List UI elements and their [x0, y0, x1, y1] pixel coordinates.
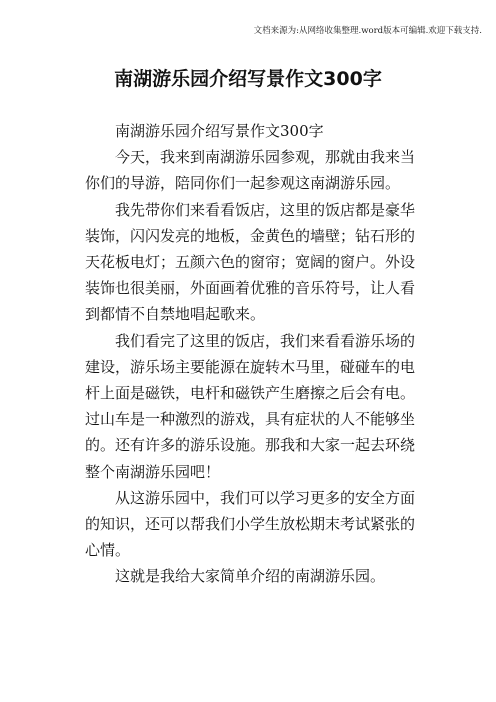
document-title: 南湖游乐园介绍写景作文300字: [114, 68, 382, 90]
header-note: 文档来源为:从网络收集整理.word版本可编辑.欢迎下载支持.: [253, 26, 482, 36]
paragraph-intro: 今天，我来到南湖游乐园参观，那就由我来当你们的导游，陪同你们一起参观这南湖游乐园。: [85, 148, 416, 193]
paragraph-subtitle: 南湖游乐园介绍写景作文300字: [115, 122, 324, 140]
paragraph-amusement: 我们看完了这里的饭店，我们来看看游乐场的建设，游乐场主要能源在旋转木马里，碰碰车的电杆上面是磁铁，电杆和磁铁产生磨擦之后会有电。过山车是一种激烈的游戏，具有症状的人不能够坐的。还有许多的游乐设施。那我和大家一起去环绕整个南湖游乐园吧！: [85, 331, 416, 481]
paragraph-restaurant: 我先带你们来看看饭店，这里的饭店都是豪华装饰，闪闪发亮的地板，金黄色的墙壁；钻石形的天花板电灯；五颜六色的窗帘；宽阔的窗户。外设装饰也很美丽，外面画着优雅的音乐符号，让人看到都情不自禁地唱起歌来。: [85, 200, 416, 324]
document-body: [85, 118, 415, 590]
paragraph-lesson: 从这游乐园中，我们可以学习更多的安全方面的知识，还可以帮我们小学生放松期末考试紧张的心情。: [85, 488, 416, 560]
paragraph-conclusion: 这就是我给大家简单介绍的南湖游乐园。: [115, 567, 386, 586]
